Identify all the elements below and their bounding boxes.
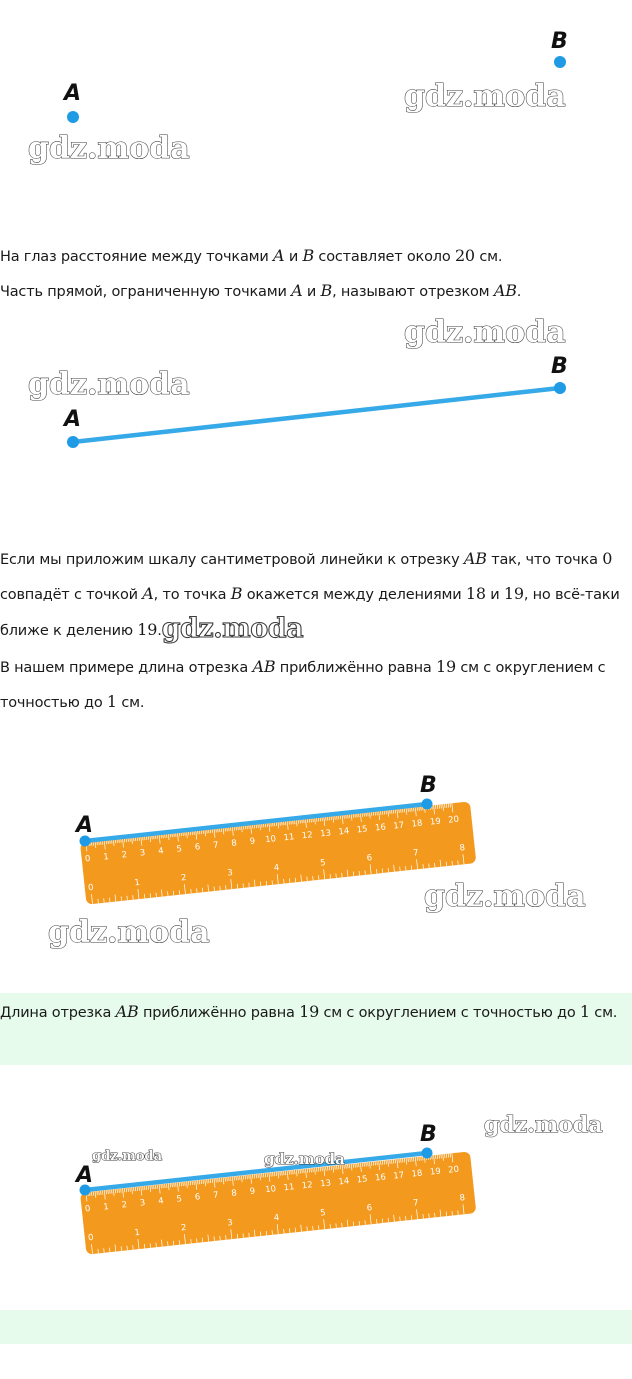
point-b <box>554 382 566 394</box>
watermark: gdz.moda <box>404 79 566 114</box>
ruler-cm-label: 6 <box>194 842 201 853</box>
ruler-inch-label: 7 <box>412 1198 420 1209</box>
ruler-cm-label: 0 <box>84 1204 91 1215</box>
ruler-cm-label: 9 <box>249 836 256 847</box>
ruler-cm-label: 3 <box>139 1198 146 1209</box>
ruler-cm-label: 9 <box>249 1186 256 1197</box>
watermark: gdz.moda <box>424 879 586 914</box>
ruler-cm-label: 12 <box>301 830 314 842</box>
point-a-label: A <box>76 1163 94 1188</box>
point-b <box>422 1148 433 1159</box>
ruler-cm-label: 2 <box>121 850 128 861</box>
point-b-label: B <box>551 354 568 379</box>
ruler-cm-label: 15 <box>356 1174 369 1186</box>
ruler-cm-label: 17 <box>392 1170 405 1182</box>
ruler-cm-label: 16 <box>374 1172 387 1184</box>
point-a-label: A <box>76 813 94 838</box>
ruler-cm-label: 0 <box>84 854 91 865</box>
watermark: gdz.moda <box>161 613 304 644</box>
answer-text: Длина отрезка AB приближённо равна 19 см с округлением с точностью до 1 см. <box>0 1002 618 1021</box>
paragraph-result: В нашем примере длина отрезка AB приближённо равна 19 см с округлением с точностью до 1 см. <box>0 657 606 711</box>
ruler-cm-label: 7 <box>212 1190 220 1201</box>
ruler-cm-label: 5 <box>176 1194 183 1205</box>
ruler-cm-label: 11 <box>283 832 295 844</box>
ruler-cm-label: 6 <box>194 1192 201 1203</box>
ruler-inch-label: 8 <box>459 843 466 854</box>
watermark: gdz.moda <box>92 1149 163 1164</box>
ruler-inch-label: 6 <box>366 853 373 864</box>
points-figure <box>0 0 632 200</box>
ruler-cm-label: 19 <box>429 816 442 828</box>
ruler-cm-label: 13 <box>319 828 332 840</box>
ruler-cm-label: 5 <box>176 844 183 855</box>
ruler-inch-label: 0 <box>87 882 95 894</box>
ruler-cm-label: 18 <box>411 818 424 830</box>
ruler-figure <box>0 750 632 970</box>
watermark: gdz.moda <box>484 1112 603 1138</box>
ruler-cm-label: 16 <box>374 822 387 834</box>
point-b <box>422 799 433 810</box>
ruler-inch-label: 5 <box>319 858 327 869</box>
ruler-cm-label: 14 <box>337 1176 350 1188</box>
ruler-cm-label: 8 <box>230 1188 238 1199</box>
segment-figure <box>0 310 632 470</box>
point-a <box>67 436 79 448</box>
ruler-inch-label: 1 <box>134 1227 141 1239</box>
point-b-label: B <box>551 29 568 54</box>
ruler-cm-label: 11 <box>283 1182 295 1194</box>
ruler-cm-label: 4 <box>157 1196 165 1207</box>
ruler-cm-label: 10 <box>264 834 277 846</box>
watermark: gdz.moda <box>28 131 190 166</box>
ruler-cm-label: 3 <box>139 848 146 859</box>
point-a-label: A <box>64 407 82 432</box>
ruler-inch-label: 2 <box>180 1222 187 1234</box>
ruler-inch-label: 3 <box>226 1217 234 1229</box>
text-line: Часть прямой, ограниченную точками A и B, называют отрезком AB. <box>0 281 522 300</box>
ruler-cm-label: 2 <box>121 1200 128 1211</box>
ruler-cm-label: 8 <box>230 838 238 849</box>
ruler-cm-label: 17 <box>392 820 405 832</box>
ruler-inch-label: 4 <box>273 1212 280 1224</box>
ruler-inch-label: 4 <box>273 862 280 874</box>
ruler-inch-label: 5 <box>319 1208 327 1219</box>
ruler-cm-label: 1 <box>102 852 110 863</box>
paragraph-measurement: Если мы приложим шкалу сантиметровой линейки к отрезку AB так, что точка 0 совпадёт с точкой A, то точка B окажется между делениями 18 и 19, но всё-таки ближе к делению 19.gdz.moda <box>0 549 620 644</box>
ruler-cm-label: 19 <box>429 1166 442 1178</box>
ruler-cm-label: 12 <box>301 1180 314 1192</box>
watermark: gdz.moda <box>264 1150 345 1168</box>
ruler-cm-label: 14 <box>337 826 350 838</box>
ruler-cm-label: 20 <box>447 1164 460 1176</box>
ruler-cm-label: 7 <box>212 840 220 851</box>
point-b-label: B <box>420 1122 437 1147</box>
ruler-cm-label: 13 <box>319 1178 332 1190</box>
ruler-inch-label: 1 <box>134 877 141 889</box>
point-a <box>67 111 79 123</box>
ruler <box>80 801 476 904</box>
paragraph-estimate <box>0 239 632 309</box>
text-line: На глаз расстояние между точками A и B составляет около 20 см. <box>0 246 503 265</box>
watermark: gdz.moda <box>28 367 190 402</box>
ruler-inch-label: 8 <box>459 1193 466 1204</box>
ruler-inch-label: 7 <box>412 848 420 859</box>
empty-highlight-box <box>0 1310 632 1344</box>
ruler-cm-label: 18 <box>411 1168 424 1180</box>
point-b <box>554 56 566 68</box>
watermark: gdz.moda <box>48 915 210 950</box>
ruler-cm-label: 4 <box>157 846 165 857</box>
point-a-label: A <box>64 81 82 106</box>
point-b-label: B <box>420 773 437 798</box>
answer-box <box>0 993 632 1065</box>
answer-ruler-figure <box>0 1100 632 1270</box>
ruler-inch-label: 0 <box>87 1232 95 1244</box>
ruler-cm-label: 1 <box>102 1202 110 1213</box>
ruler-cm-label: 20 <box>447 814 460 826</box>
ruler-inch-label: 3 <box>226 867 234 879</box>
ruler-inch-label: 6 <box>366 1203 373 1214</box>
watermark: gdz.moda <box>404 315 566 350</box>
ruler-cm-label: 10 <box>264 1184 277 1196</box>
ruler-cm-label: 15 <box>356 824 369 836</box>
ruler-inch-label: 2 <box>180 872 187 884</box>
